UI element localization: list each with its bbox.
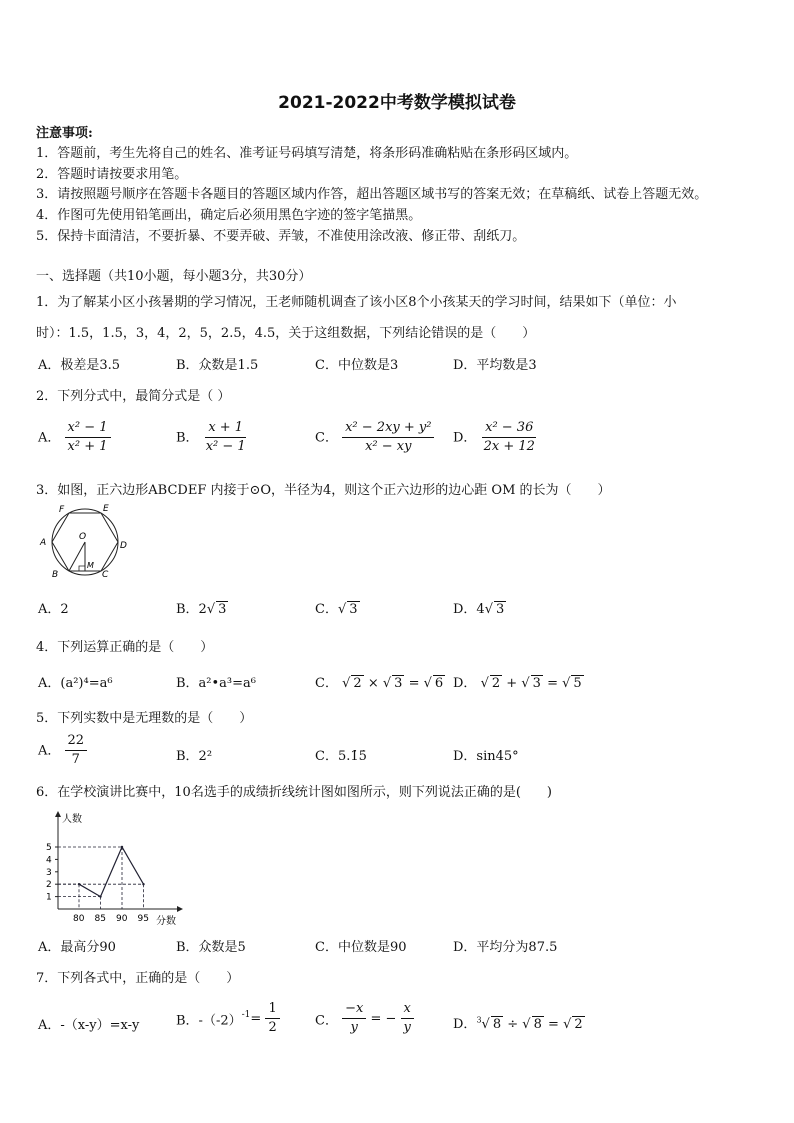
q4-option-d xyxy=(453,672,584,691)
right-angle-mark xyxy=(79,566,85,571)
q3-option-a: A．2 xyxy=(38,602,69,617)
q7-d-r1: 8 xyxy=(492,1017,502,1032)
section-heading: 一、选择题（共10小题，每小题3分，共30分） xyxy=(36,269,312,284)
q7-b-label: B．-（-2） xyxy=(176,1013,242,1029)
q1-stem-line1: 1．为了解某小区小孩暑期的学习情况，王老师随机调查了该小区8个小孩某天的学习时间，结果如下（单位：小 xyxy=(36,295,677,310)
q4-c-label: C． xyxy=(315,676,338,691)
q7-d-index: 3 xyxy=(476,1015,482,1025)
q4-d-label: D． xyxy=(453,676,477,691)
q7-d-eq: = xyxy=(548,1017,559,1032)
sqrt-symbol: √ xyxy=(382,676,392,691)
label-d: D xyxy=(120,541,127,551)
q4-d-r2: 3 xyxy=(532,676,541,691)
q7-c-denominator-1: y xyxy=(350,1020,358,1036)
q2-a-numerator: x² − 1 xyxy=(65,420,111,438)
label-e: E xyxy=(103,504,109,514)
q3-b-radicand: 3 xyxy=(218,602,227,617)
q4-stem: 4．下列运算正确的是（ ） xyxy=(36,640,214,655)
q4-d-r1: 2 xyxy=(491,676,501,691)
label-a: A xyxy=(40,538,47,548)
sqrt-symbol: √ xyxy=(521,676,530,691)
q1-option-a: A．极差是3.5 xyxy=(38,358,121,373)
label-f: F xyxy=(59,505,65,515)
q7-c-numerator-2: x xyxy=(401,1001,414,1019)
page-title: 2021-2022中考数学模拟试卷 xyxy=(278,93,516,113)
q2-d-denominator: 2x + 12 xyxy=(483,439,535,455)
y-tick-label: 2 xyxy=(46,880,52,891)
data-point xyxy=(142,883,144,885)
q7-option-a: A．-（x-y）=x-y xyxy=(38,1018,140,1033)
q7-b-eq: = xyxy=(250,1011,262,1027)
q2-option-a-fraction xyxy=(65,420,111,456)
q3-c-radicand: 3 xyxy=(349,602,358,617)
q2-d-numerator: x² − 36 xyxy=(482,420,536,438)
q4-option-b: B．a²•a³=a⁶ xyxy=(176,676,256,691)
q7-b-fraction xyxy=(265,1001,279,1037)
data-point xyxy=(121,846,123,848)
q7-option-d xyxy=(453,1013,585,1032)
q2-option-c-label: C． xyxy=(315,430,338,446)
x-axis-label: 分数 xyxy=(156,916,176,927)
segment-ob xyxy=(69,542,85,571)
q5-option-b: B．2² xyxy=(176,749,213,764)
q7-option-c xyxy=(315,1001,414,1037)
hexagon-circle-figure xyxy=(34,503,144,585)
q7-c-equals: = − xyxy=(370,1011,397,1027)
q1-option-b: B．众数是1.5 xyxy=(176,358,259,373)
q7-c-fraction-1 xyxy=(342,1001,366,1037)
q7-c-numerator-1: −x xyxy=(342,1001,366,1019)
q4-d-eq: = xyxy=(547,676,558,691)
q2-option-d-label: D． xyxy=(453,430,477,446)
q1-option-c: C．中位数是3 xyxy=(315,358,399,373)
q7-d-label: D． xyxy=(453,1017,477,1032)
data-point xyxy=(99,895,101,897)
y-tick-label: 1 xyxy=(46,892,52,903)
q2-option-a-label: A． xyxy=(38,430,61,446)
q5-stem: 5．下列实数中是无理数的是（ ） xyxy=(36,711,253,726)
q3-c-prefix: C． xyxy=(315,602,338,617)
note-item-2: 2．答题时请按要求用笔。 xyxy=(36,167,188,182)
line-chart xyxy=(36,808,186,930)
label-b: B xyxy=(52,570,59,580)
q6-option-d: D．平均分为87.5 xyxy=(453,940,558,955)
notes-heading: 注意事项: xyxy=(36,126,93,141)
label-o: O xyxy=(79,532,87,542)
q2-c-numerator: x² − 2xy + y² xyxy=(342,420,434,438)
note-item-1: 1．答题前，考生先将自己的姓名、准考证号码填写清楚，将条形码准确粘贴在条形码区域内。 xyxy=(36,146,578,161)
q3-option-c xyxy=(315,598,360,617)
note-item-4: 4．作图可先使用铅笔画出，确定后必须用黑色字迹的签字笔描黑。 xyxy=(36,208,422,223)
q4-c-r3: 6 xyxy=(434,676,444,691)
q7-c-fraction-2 xyxy=(401,1001,414,1037)
q2-option-b-fraction xyxy=(203,420,249,456)
q3-option-b xyxy=(176,598,228,617)
q2-option-c xyxy=(315,420,434,456)
q1-option-d: D．平均数是3 xyxy=(453,358,537,373)
q4-c-op: × xyxy=(367,676,379,691)
q6-option-a: A．最高分90 xyxy=(38,940,116,955)
q7-b-denominator: 2 xyxy=(268,1020,277,1036)
label-m: M xyxy=(87,561,94,570)
q5-option-a xyxy=(38,733,87,769)
q1-stem-line2: 时）：1.5，1.5，3，4，2，5，2.5，4.5，关于这组数据，下列结论错误的是（ ） xyxy=(36,326,536,341)
q5-a-fraction xyxy=(65,733,88,769)
q2-option-c-fraction xyxy=(342,420,434,456)
y-tick-label: 3 xyxy=(46,867,52,878)
q5-option-c: C．5.1̇5̇ xyxy=(315,749,367,764)
q5-a-numerator: 22 xyxy=(65,733,88,751)
x-tick-label: 90 xyxy=(116,914,128,924)
q2-option-d xyxy=(453,420,538,456)
q7-d-r3: 2 xyxy=(574,1017,583,1032)
q6-stem: 6．在学校演讲比赛中，10名选手的成绩折线统计图如图所示，则下列说法正确的是( ) xyxy=(36,785,552,800)
q6-option-c: C．中位数是90 xyxy=(315,940,407,955)
y-tick-label: 5 xyxy=(46,843,52,853)
q3-b-prefix: B．2 xyxy=(176,602,207,617)
sqrt-symbol: √ xyxy=(480,676,489,691)
series-line xyxy=(79,847,144,897)
note-item-5: 5．保持卡面清洁，不要折暴、不要弄破、弄皱，不准使用涂改液、修正带、刮纸刀。 xyxy=(36,229,526,244)
q3-d-prefix: D．4 xyxy=(453,602,485,617)
q5-option-d: D．sin45° xyxy=(453,749,519,764)
q2-a-denominator: x² + 1 xyxy=(67,439,108,455)
q3-d-radicand: 3 xyxy=(496,602,505,617)
sqrt-symbol: √ xyxy=(206,602,216,617)
q7-c-label: C． xyxy=(315,1013,338,1029)
q2-option-b xyxy=(176,420,249,456)
sqrt-symbol: √ xyxy=(522,1017,531,1032)
q2-option-a xyxy=(38,420,111,456)
y-tick-label: 4 xyxy=(46,855,52,866)
q3-stem: 3．如图，正六边形ABCDEF 内接于⊙O，半径为4，则这个正六边形的边心距 OM 的长为（ ） xyxy=(36,483,611,498)
q6-option-b: B．众数是5 xyxy=(176,940,246,955)
note-item-3: 3．请按照题号顺序在答题卡各题目的答题区域内作答，超出答题区域书写的答案无效；在草稿纸、试卷上答题无效。 xyxy=(36,187,708,202)
q7-stem: 7．下列各式中，正确的是（ ） xyxy=(36,971,240,986)
q4-d-r3: 5 xyxy=(573,676,582,691)
label-c: C xyxy=(102,570,109,580)
q5-a-label: A． xyxy=(38,743,61,759)
q4-option-c xyxy=(315,672,445,691)
q5-a-denominator: 7 xyxy=(71,752,80,768)
q4-option-a: A．(a²)⁴=a⁶ xyxy=(38,676,113,691)
q7-option-b xyxy=(176,1001,280,1037)
q4-c-r1: 2 xyxy=(353,676,362,691)
sqrt-symbol: √ xyxy=(563,1017,572,1032)
q7-b-numerator: 1 xyxy=(265,1001,279,1019)
q2-b-denominator: x² − 1 xyxy=(205,439,246,455)
y-axis-label: 人数 xyxy=(62,814,82,825)
sqrt-symbol: √ xyxy=(342,676,351,691)
q2-option-b-label: B． xyxy=(176,430,199,446)
q7-c-denominator-2: y xyxy=(403,1020,411,1036)
sqrt-symbol: √ xyxy=(484,602,493,617)
q2-option-d-fraction xyxy=(481,420,538,456)
q4-c-r2: 3 xyxy=(394,676,403,691)
q3-option-d xyxy=(453,598,506,617)
x-tick-label: 85 xyxy=(94,914,106,924)
q4-c-eq: = xyxy=(408,676,420,691)
x-tick-label: 95 xyxy=(137,914,149,924)
sqrt-symbol: √ xyxy=(423,676,432,691)
x-tick-label: 80 xyxy=(73,914,85,924)
q7-b-exponent: -1 xyxy=(241,1009,251,1020)
sqrt-symbol: √ xyxy=(562,676,571,691)
data-point xyxy=(78,883,80,885)
q2-stem: 2．下列分式中，最简分式是（ ） xyxy=(36,389,231,404)
q2-c-denominator: x² − xy xyxy=(365,439,412,455)
sqrt-symbol: √ xyxy=(337,602,347,617)
q4-d-op: + xyxy=(506,676,518,691)
q2-b-numerator: x + 1 xyxy=(205,420,246,438)
q7-d-op: ÷ xyxy=(507,1017,519,1032)
sqrt-symbol: √ xyxy=(481,1017,490,1032)
q7-d-r2: 8 xyxy=(533,1017,542,1032)
